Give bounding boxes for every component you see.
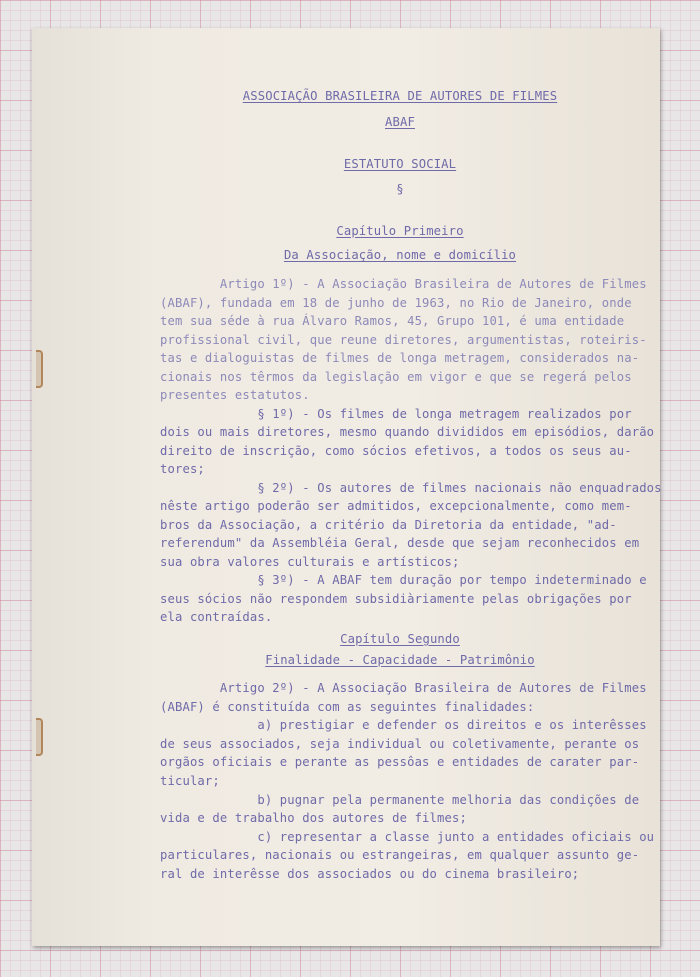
chapter-1-subtitle: Da Associação, nome e domicílio (283, 248, 517, 262)
text-line: cionais nos têrmos da legislação em vigor e que se regerá pelos (160, 369, 632, 384)
text-line: ela contraídas. (160, 610, 273, 624)
text-line: (ABAF) é constituída com as seguintes finalidades: (160, 699, 535, 714)
text-line: nêste artigo poderão ser admitidos, excepcionalmente, como mem- (160, 499, 632, 513)
text-line: sua obra valores culturais e artísticos; (160, 554, 460, 569)
text-line: direito de inscrição, como sócios efetivos, a todos os seus au- (160, 443, 632, 458)
text-line: presentes estatutos. (160, 388, 310, 402)
text-line: dois ou mais diretores, mesmo quando divididos em episódios, darão (160, 425, 655, 439)
chapter-2-subtitle: Finalidade - Capacidade - Patrimônio (265, 653, 535, 667)
chapter-2-title: Capítulo Segundo (340, 632, 460, 646)
text-line: profissional civil, que reune diretores, argumentistas, roteiris- (160, 332, 647, 347)
text-line: vida e de trabalho dos autores de filmes; (160, 811, 467, 826)
text-line: tores; (160, 462, 205, 476)
section-mark: § (396, 182, 404, 196)
text-line: Artigo 2º) - A Associação Brasileira de Autores de Filmes (160, 681, 647, 695)
text-line: § 1º) - Os filmes de longa metragem realizados por (160, 406, 632, 421)
chapter-1-title: Capítulo Primeiro (336, 224, 464, 238)
text-line: orgãos oficiais e perante as pessôas e entidades de carater par- (160, 755, 640, 770)
text-line: ral de interêsse dos associados ou do cinema brasileiro; (160, 867, 580, 881)
text-line: a) prestigiar e defender os direitos e os interêsses (160, 718, 647, 733)
text-line: tas e dialoguistas de filmes de longa metragem, considerados na- (160, 351, 640, 365)
text-line: referendum" da Assembléia Geral, desde que sejam reconhecidos em (160, 536, 640, 550)
text-line: (ABAF), fundada em 18 de junho de 1963, no Rio de Janeiro, onde (160, 295, 632, 310)
text-line: bros da Associação, a critério da Diretoria da entidade, "ad- (160, 517, 617, 532)
text-line: § 2º) - Os autores de filmes nacionais não enquadrados (160, 480, 662, 495)
text-line: b) pugnar pela permanente melhoria das condições de (160, 792, 640, 807)
text-line: ticular; (160, 774, 220, 788)
organization-acronym: ABAF (385, 115, 415, 129)
text-line: tem sua séde à rua Álvaro Ramos, 45, Grupo 101, é uma entidade (160, 314, 625, 328)
text-line: particulares, nacionais ou estrangeiras, em qualquer assunto ge- (160, 848, 640, 863)
text-line: § 3º) - A ABAF tem duração por tempo indeterminado e (160, 573, 647, 587)
document-title: ESTATUTO SOCIAL (343, 157, 457, 171)
text-line: c) representar a classe junto a entidades oficiais ou (160, 829, 655, 844)
organization-name: ASSOCIAÇÃO BRASILEIRA DE AUTORES DE FILMES (242, 89, 558, 103)
text-line: de seus associados, seja individual ou coletivamente, perante os (160, 736, 640, 751)
text-line: Artigo 1º) - A Associação Brasileira de Autores de Filmes (160, 277, 647, 291)
text-line: seus sócios não respondem subsidiàriamente pelas obrigações por (160, 591, 632, 606)
